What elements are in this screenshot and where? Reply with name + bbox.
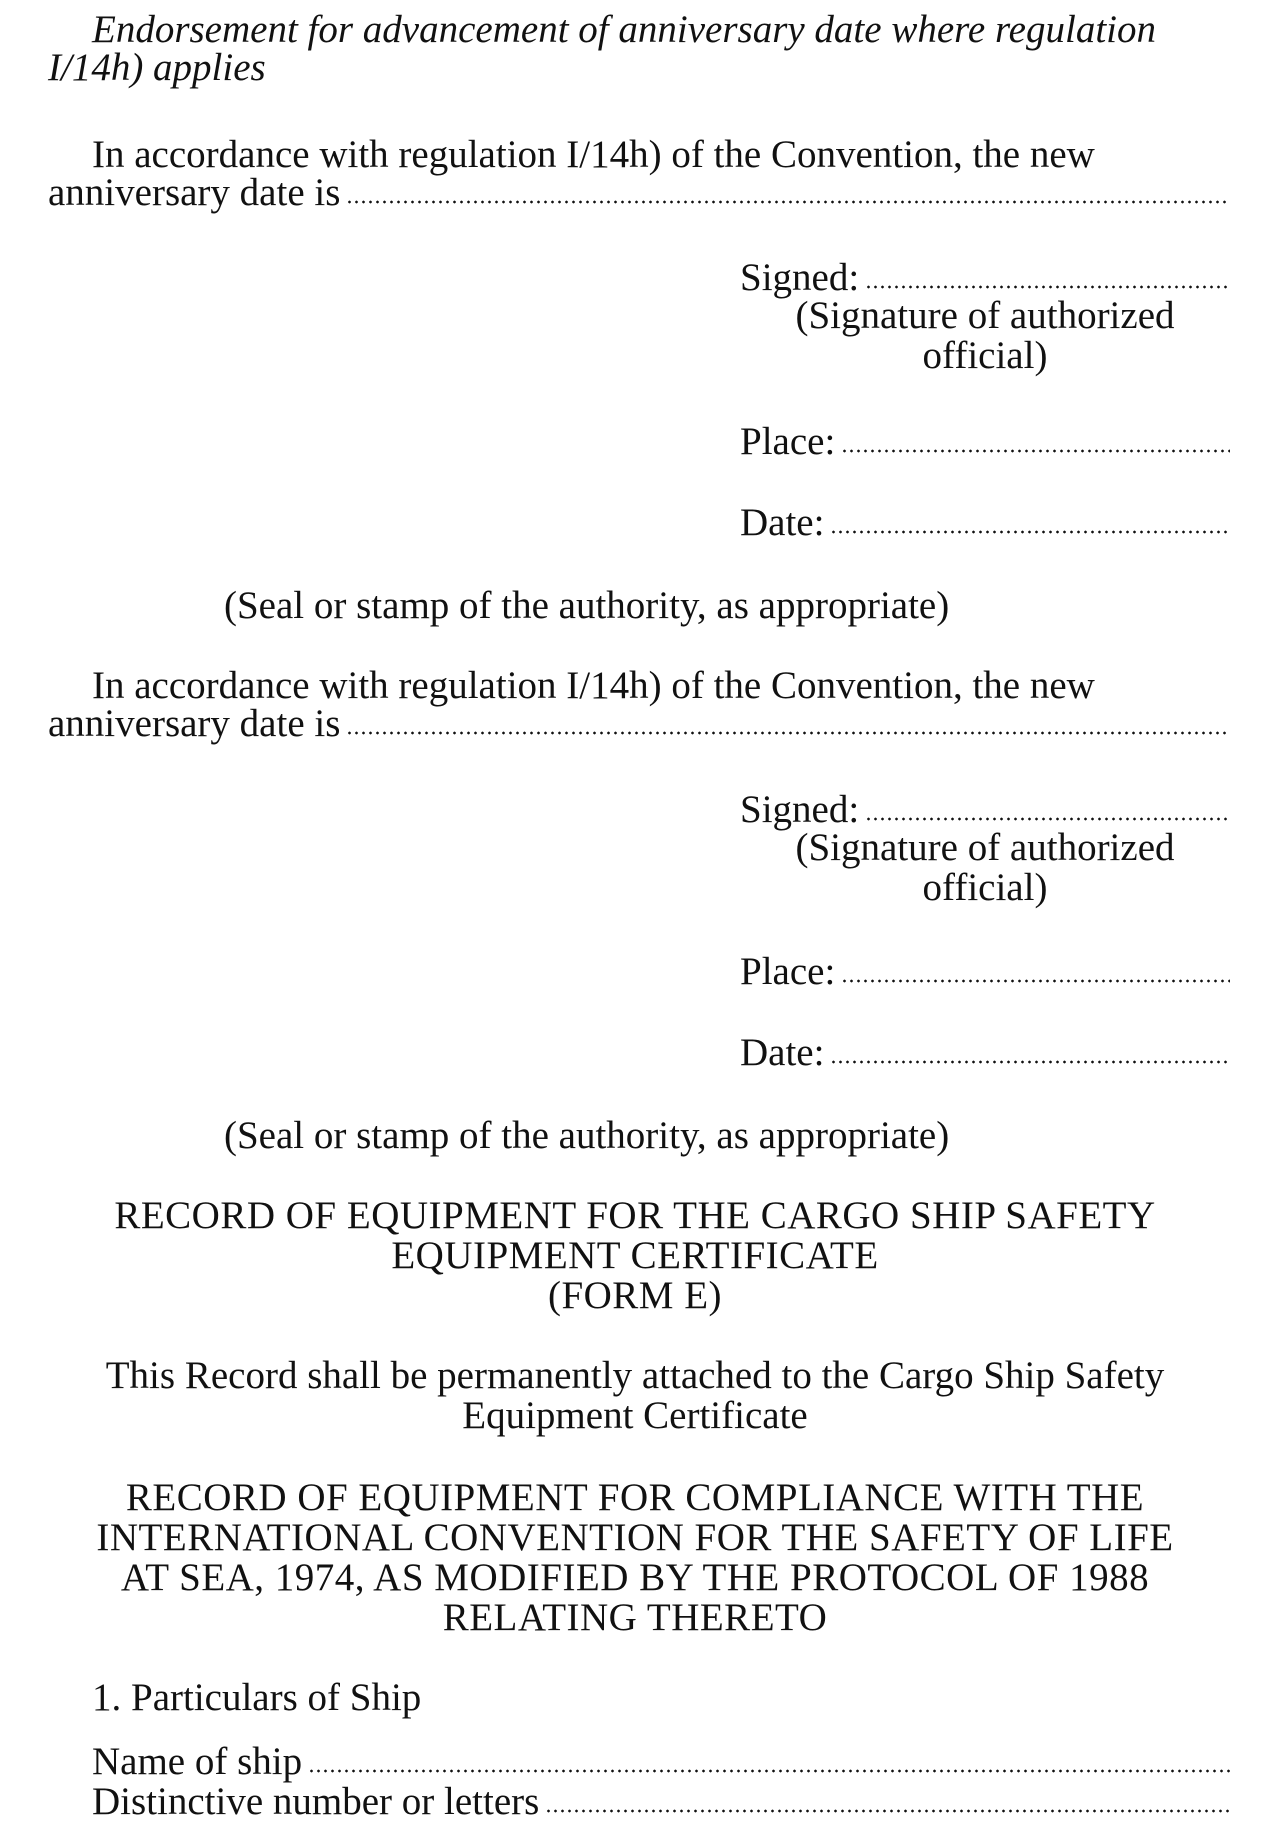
compliance-heading-line1: RECORD OF EQUIPMENT FOR COMPLIANCE WITH THE <box>125 1476 1145 1519</box>
block1-date-field[interactable] <box>740 503 1230 543</box>
block2-signed-label: Signed: <box>740 788 860 831</box>
block2-signature-caption-line1: (Signature of authorized <box>795 826 1175 869</box>
block2-anniversary-date-field[interactable] <box>48 704 1230 744</box>
endorsement-title-line2: I/14h) applies <box>48 46 266 89</box>
endorsement-title-line1: Endorsement for advancement of anniversary date where regulation <box>92 8 1156 51</box>
block2-date-field[interactable] <box>740 1033 1230 1073</box>
distinctive-number-label: Distinctive number or letters <box>92 1780 540 1823</box>
block1-signed-label: Signed: <box>740 256 860 299</box>
block2-seal-text: (Seal or stamp of the authority, as appropriate) <box>224 1114 950 1157</box>
dotted-line <box>346 200 1230 204</box>
dotted-line <box>830 530 1230 534</box>
block1-anniversary-date-label: anniversary date is <box>48 171 341 214</box>
ship-name-field[interactable] <box>92 1742 1230 1782</box>
block2-paragraph-line1: In accordance with regulation I/14h) of the Convention, the new <box>92 664 1095 707</box>
record-note-line1: This Record shall be permanently attached to the Cargo Ship Safety <box>105 1354 1165 1397</box>
block2-signature-caption-line2: official) <box>922 866 1048 909</box>
block1-signature-caption-line1: (Signature of authorized <box>795 294 1175 337</box>
dotted-line <box>865 285 1230 289</box>
dotted-line <box>545 1809 1230 1813</box>
dotted-line <box>841 979 1230 983</box>
block2-place-label: Place: <box>740 950 836 993</box>
block1-seal-text: (Seal or stamp of the authority, as appropriate) <box>224 584 950 627</box>
record-heading-line1: RECORD OF EQUIPMENT FOR THE CARGO SHIP SAFETY <box>114 1194 1156 1237</box>
block1-place-field[interactable] <box>740 422 1230 462</box>
ship-name-label: Name of ship <box>92 1740 303 1783</box>
record-heading-line2: EQUIPMENT CERTIFICATE <box>391 1234 879 1277</box>
block1-paragraph-line1: In accordance with regulation I/14h) of the Convention, the new <box>92 133 1095 176</box>
block2-place-field[interactable] <box>740 952 1230 992</box>
dotted-line <box>308 1769 1230 1773</box>
dotted-line <box>841 449 1230 453</box>
record-note-line2: Equipment Certificate <box>462 1394 808 1437</box>
dotted-line <box>346 731 1230 735</box>
compliance-heading-line3: AT SEA, 1974, AS MODIFIED BY THE PROTOCOL OF 1988 <box>120 1556 1150 1599</box>
block1-signed-field[interactable] <box>740 258 1230 298</box>
block2-signed-field[interactable] <box>740 790 1230 830</box>
distinctive-number-field[interactable] <box>92 1782 1230 1822</box>
block1-signature-caption-line2: official) <box>922 334 1048 377</box>
dotted-line <box>830 1060 1230 1064</box>
block2-date-label: Date: <box>740 1031 825 1074</box>
block1-anniversary-date-field[interactable] <box>48 173 1230 213</box>
compliance-heading-line4: RELATING THERETO <box>442 1596 828 1639</box>
record-heading-line3: (FORM E) <box>547 1274 723 1317</box>
dotted-line <box>865 817 1230 821</box>
block1-place-label: Place: <box>740 420 836 463</box>
particulars-heading: 1. Particulars of Ship <box>92 1676 422 1719</box>
block1-date-label: Date: <box>740 501 825 544</box>
compliance-heading-line2: INTERNATIONAL CONVENTION FOR THE SAFETY OF LIFE <box>96 1516 1174 1559</box>
block2-anniversary-date-label: anniversary date is <box>48 702 341 745</box>
